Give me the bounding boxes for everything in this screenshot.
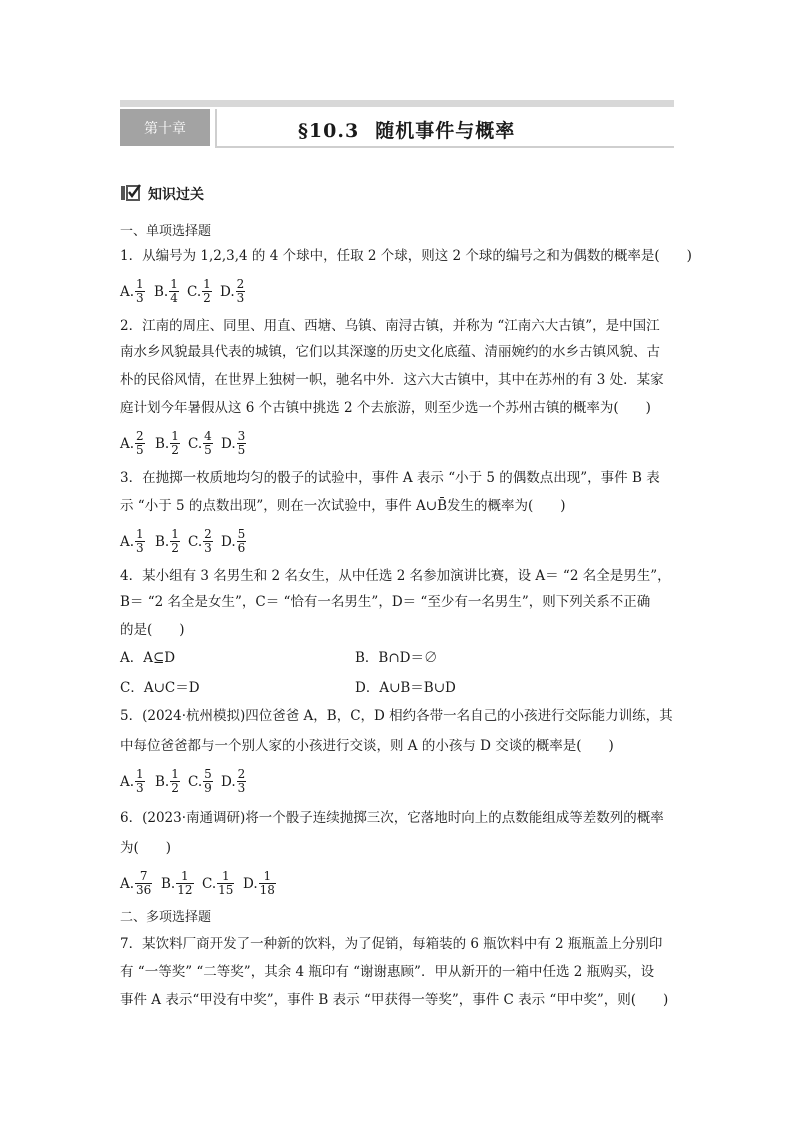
q3-option-a: [120, 528, 146, 555]
q3-option-d: [221, 528, 247, 555]
q5-option-d: [221, 768, 247, 795]
option-label: C.: [187, 283, 202, 300]
q5-line-2: 中每位爸爸都与一个别人家的小孩进行交谈，则 A 的小孩与 D 交谈的概率是( ): [120, 738, 614, 754]
numerator: 1: [171, 429, 179, 443]
part1-heading: 一、单项选择题: [120, 224, 212, 239]
q4-option-a: A．A⊆D: [120, 650, 176, 666]
denominator: 5: [136, 443, 144, 457]
numerator: 1: [171, 767, 179, 781]
fraction: [170, 528, 180, 555]
option-label: A.: [120, 283, 135, 300]
numerator: 7: [135, 870, 152, 884]
numerator: 2: [204, 527, 212, 541]
q5-option-a: [120, 768, 146, 795]
q4-line-2: B＝ “2 名全是女生”，C＝ “恰有一名男生”，D＝ “至少有一名男生”，则下列关系不正确: [120, 594, 651, 610]
option-label: D.: [243, 875, 258, 892]
q6-options: [120, 866, 420, 898]
numerator: 2: [136, 429, 144, 443]
option-label: D.: [221, 435, 236, 452]
numerator: 1: [259, 870, 276, 884]
option-label: D.: [221, 533, 236, 550]
q6-option-d: [243, 870, 277, 897]
q1-option-d: [220, 278, 246, 305]
denominator: 2: [171, 541, 179, 555]
q6-option-c: [202, 870, 235, 897]
knowledge-title: 知识过关: [148, 187, 204, 203]
option-label: D.: [220, 283, 235, 300]
section-title: [298, 116, 515, 143]
fraction: [237, 430, 247, 457]
fraction: [170, 430, 180, 457]
q2-option-a: [120, 430, 146, 457]
denominator: 6: [237, 541, 246, 555]
numerator: 1: [136, 767, 144, 781]
numerator: 4: [204, 429, 212, 443]
option-label: B.: [155, 435, 170, 452]
fraction: [259, 870, 276, 897]
option-label: C.: [188, 435, 203, 452]
denominator: 2: [203, 291, 211, 305]
fraction: [203, 430, 213, 457]
option-label: B.: [154, 283, 169, 300]
denominator: 3: [204, 541, 212, 555]
q7-line-1: 7．某饮料厂商开发了一种新的饮料，为了促销，每箱装的 6 瓶饮料中有 2 瓶瓶盖上分别印: [120, 936, 663, 952]
q1-option-c: [187, 278, 213, 305]
numerator: 5: [204, 767, 212, 781]
q2-line-4: 庭计划今年暑假从这 6 个古镇中挑选 2 个去旅游，则至少选一个苏州古镇的概率为( ): [120, 400, 651, 416]
fraction: [135, 528, 145, 555]
denominator: 3: [136, 781, 144, 795]
denominator: 4: [170, 291, 178, 305]
fraction: [135, 278, 145, 305]
numerator: 5: [237, 527, 246, 541]
chapter-label: 第十章: [144, 120, 186, 137]
q2-line-1: 2．江南的周庄、同里、用直、西塘、乌镇、南浔古镇，并称为 “江南六大古镇”，是中国江: [120, 318, 660, 334]
chapter-tab: [120, 109, 210, 146]
q1-option-b: [154, 278, 180, 305]
numerator: 1: [136, 527, 144, 541]
header-top-rule: [120, 100, 674, 107]
q3-line-2: 示 “小于 5 的点数出现”，则在一次试验中，事件 A∪B̄发生的概率为( ): [120, 498, 566, 514]
q1-option-a: [120, 278, 146, 305]
header-bottom-rule: [215, 146, 674, 148]
option-label: A.: [120, 533, 135, 550]
denominator: 9: [204, 781, 212, 795]
q3-option-b: [155, 528, 181, 555]
fraction: [170, 768, 180, 795]
q5-options: [120, 764, 420, 796]
q4-line-3: 的是( ): [120, 622, 185, 638]
denominator: 18: [259, 883, 275, 897]
checkbox-check-icon: [120, 183, 142, 205]
fraction: [217, 870, 234, 897]
denominator: 3: [136, 291, 144, 305]
fraction: [202, 278, 212, 305]
numerator: 1: [217, 870, 234, 884]
section-name: 随机事件与概率: [375, 120, 516, 142]
denominator: 2: [171, 781, 179, 795]
q1-options: [120, 274, 420, 306]
q3-line-1: 3．在抛掷一枚质地均匀的骰子的试验中，事件 A 表示 “小于 5 的偶数点出现”，事件 B 表: [120, 470, 660, 486]
q6-line-2: 为( ): [120, 840, 172, 856]
denominator: 2: [171, 443, 179, 457]
q2-options: [120, 426, 420, 458]
option-label: A.: [120, 435, 135, 452]
option-label: C.: [202, 875, 217, 892]
fraction: [169, 278, 179, 305]
q6-option-a: [120, 870, 153, 897]
option-label: C.: [188, 533, 203, 550]
denominator: 3: [136, 541, 144, 555]
section-number: §10.3: [298, 120, 360, 142]
option-label: D.: [221, 773, 236, 790]
fraction: [236, 278, 246, 305]
denominator: 15: [218, 883, 234, 897]
denominator: 12: [177, 883, 193, 897]
q2-option-c: [188, 430, 214, 457]
q5-option-b: [155, 768, 181, 795]
numerator: 3: [237, 429, 246, 443]
option-label: B.: [155, 533, 170, 550]
q7-line-3: 事件 A 表示“甲没有中奖”，事件 B 表示 “甲获得一等奖”，事件 C 表示 “甲中奖”，则( ): [120, 992, 669, 1008]
denominator: 36: [136, 883, 152, 897]
numerator: 2: [237, 767, 246, 781]
q4-line-1: 4．某小组有 3 名男生和 2 名女生，从中任选 2 名参加演讲比赛，设 A＝ “2 名全是男生”，: [120, 568, 671, 584]
q5-option-c: [188, 768, 214, 795]
fraction: [203, 768, 213, 795]
q2-line-3: 朴的民俗风情，在世界上独树一帜，驰名中外．这六大古镇中，其中在苏州的有 3 处．某家: [120, 372, 664, 388]
q1-text: 1．从编号为 1,2,3,4 的 4 个球中，任取 2 个球，则这 2 个球的编号之和为偶数的概率是( ): [120, 248, 692, 264]
q3-option-c: [188, 528, 214, 555]
fraction: [237, 528, 247, 555]
q4-option-c: C．A∪C＝D: [120, 680, 200, 696]
denominator: 5: [204, 443, 212, 457]
option-label: B.: [161, 875, 176, 892]
chapter-header: [120, 100, 674, 148]
q3-options: [120, 524, 420, 556]
knowledge-heading: [120, 184, 204, 204]
q6-line-1: 6．(2023·南通调研)将一个骰子连续抛掷三次，它落地时向上的点数能组成等差数列的概率: [120, 810, 664, 826]
fraction: [203, 528, 213, 555]
fraction: [237, 768, 247, 795]
denominator: 3: [237, 781, 246, 795]
numerator: 1: [176, 870, 193, 884]
option-label: A.: [120, 875, 135, 892]
denominator: 3: [236, 291, 245, 305]
numerator: 2: [236, 277, 245, 291]
q4-option-b: B．B∩D＝∅: [355, 650, 438, 666]
numerator: 1: [171, 527, 179, 541]
q6-option-b: [161, 870, 195, 897]
fraction: [176, 870, 193, 897]
numerator: 1: [203, 277, 211, 291]
denominator: 5: [237, 443, 246, 457]
q5-line-1: 5．(2024·杭州模拟)四位爸爸 A，B，C，D 相约各带一名自己的小孩进行交际能力训练，其: [120, 708, 673, 724]
numerator: 1: [170, 277, 178, 291]
q4-option-d: D．A∪B＝B∪D: [355, 680, 456, 696]
fraction: [135, 870, 152, 897]
fraction: [135, 768, 145, 795]
option-label: A.: [120, 773, 135, 790]
q2-line-2: 南水乡风貌最具代表的城镇，它们以其深邃的历史文化底蕴、清丽婉约的水乡古镇风貌、古: [120, 344, 660, 360]
fraction: [135, 430, 145, 457]
option-label: B.: [155, 773, 170, 790]
part2-heading: 二、多项选择题: [120, 910, 212, 925]
q2-option-b: [155, 430, 181, 457]
numerator: 1: [136, 277, 144, 291]
q7-line-2: 有 “一等奖” “二等奖”，其余 4 瓶印有 “谢谢惠顾”．甲从新开的一箱中任选 2 瓶购买，设: [120, 964, 655, 980]
option-label: C.: [188, 773, 203, 790]
q2-option-d: [221, 430, 247, 457]
